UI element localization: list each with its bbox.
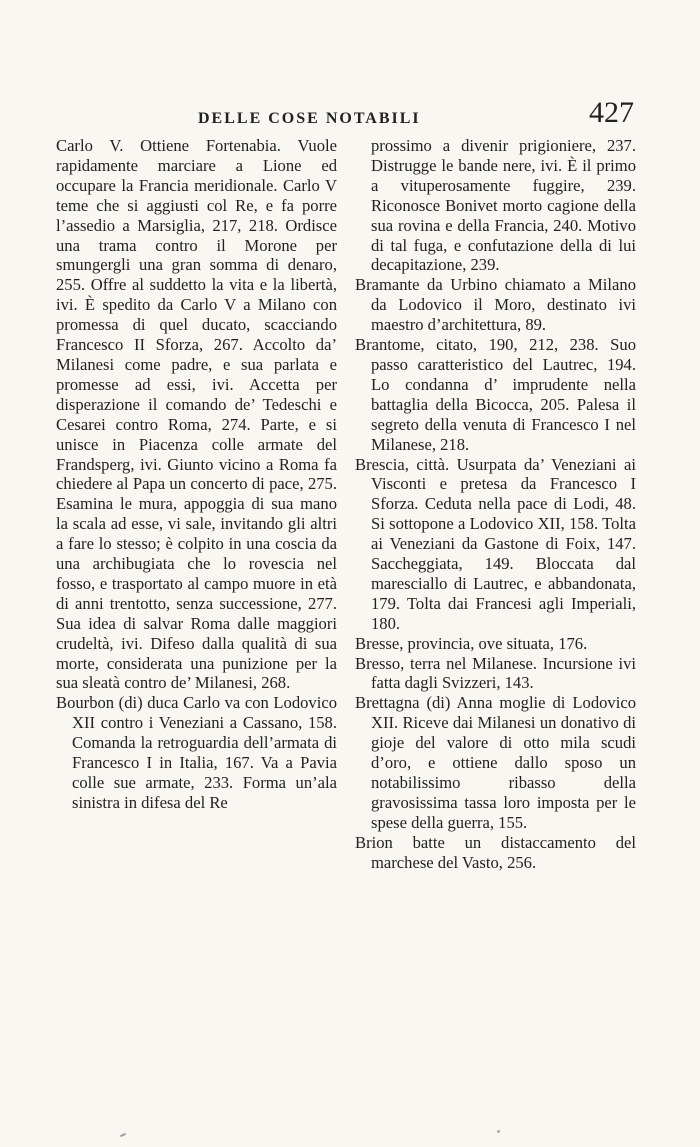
entry-text: Bourbon (di) duca Carlo va con Lodovico XII contro i Veneziani a Cassano, 158. Comanda la retroguardia dell’armata di Francesco I in Italia, 167. Va a Pavia colle sue armate, 233. Forma un’ala sinistra in difesa del Re <box>56 693 337 812</box>
left-column <box>56 136 337 1086</box>
page-number: 427 <box>589 96 634 129</box>
entry-text: Brescia, città. Usurpata da’ Veneziani ai Visconti e pretesa da Francesco I Sforza. Ceduta nella pace di Lodi, 48. Si sottopone a Lodovico XII, 158. Tolta ai Veneziani da Gastone di Foix, 147. Saccheggiata, 149. Bloccata dal maresciallo di Lautrec, e abbandonata, 179. Tolta dai Francesi agli Imperiali, 180. <box>355 454 636 633</box>
page-header <box>60 96 640 136</box>
index-entry <box>56 693 337 812</box>
index-entry <box>355 693 636 832</box>
index-entry <box>355 833 636 873</box>
index-entry <box>355 654 636 694</box>
paper-speck <box>120 1133 126 1137</box>
running-title: DELLE COSE NOTABILI <box>198 110 421 127</box>
entry-text: Bresso, terra nel Milanese. Incursione ivi fatta dagli Svizzeri, 143. <box>355 653 636 693</box>
entry-text: Bresse, provincia, ove situata, 176. <box>355 633 588 653</box>
entry-text: Brantome, citato, 190, 212, 238. Suo passo caratteristico del Lautrec, 194. Lo condanna d’ imprudente nella battaglia della Bicocca, 205. Palesa il segreto della venuta di Francesco I nel Milanese, 218. <box>355 335 636 454</box>
index-entry <box>355 634 636 654</box>
entry-text: Carlo V. Ottiene Fortenabia. Vuole rapidamente marciare a Lione ed occupare la Francia meridionale. Carlo V teme che si aggiusti col Re, e fa porre l’assedio a Marsiglia, 217, 218. Ordisce una trama contro il Morone per smungergli una gran somma di denaro, 255. Offre al suddetto la vita e la libertà, ivi. È spedito da Carlo V a Milano con promessa di quel ducato, scacciando Francesco II Sforza, 267. Accolto da’ Milanesi come padre, e sua parlata e promesse ad essi, ivi. Accetta per disperazione il comando de’ Tedeschi e Cesarei contro Roma, 274. Parte, e si unisce in Piacenza colle armate del Frandsperg, ivi. Giunto vicino a Roma fa chiedere al Papa un concerto di pace, 275. Esamina le mura, appoggia di sua mano la scala ad esse, vi sale, invitando gli altri a fare lo stesso; è colpito in una coscia da una archibugiata che lo rovescia nel fosso, e trasportato al campo muore in età di anni trentotto, senza successione, 277. Sua idea di salvar Roma dalle maggiori crudeltà, ivi. Difeso dalla qualità di sua morte, considerata una punizione per la sua sleatà contro de’ Milanesi, 268. <box>56 136 337 693</box>
entry-text: Bramante da Urbino chiamato a Milano da Lodovico il Moro, destinato ivi maestro d’architettura, 89. <box>355 275 636 335</box>
index-entry <box>355 455 636 634</box>
index-entry <box>355 275 636 335</box>
index-entry <box>56 136 337 693</box>
entry-text: Brettagna (di) Anna moglie di Lodovico XII. Riceve dai Milanesi un donativo di gioje del valore di otto mila scudi d’oro, e ottiene dallo sposo un notabilissimo ribasso della gravosissima tassa loro imposta per le spese della guerra, 155. <box>355 693 636 832</box>
right-column <box>355 136 636 1086</box>
paper-speck <box>497 1130 500 1133</box>
entry-text: Brion batte un distaccamento del marchese del Vasto, 256. <box>355 832 636 872</box>
entry-text: prossimo a divenir prigioniere, 237. Distrugge le bande nere, ivi. È il primo a vituperosamente fuggire, 239. Riconosce Bonivet morto cagione della sua rovina e della Francia, 240. Motivo di tal fuga, e confutazione della di lui decapitazione, 239. <box>371 136 636 275</box>
index-columns <box>56 136 636 1086</box>
index-entry <box>355 136 636 275</box>
index-entry <box>355 335 636 454</box>
